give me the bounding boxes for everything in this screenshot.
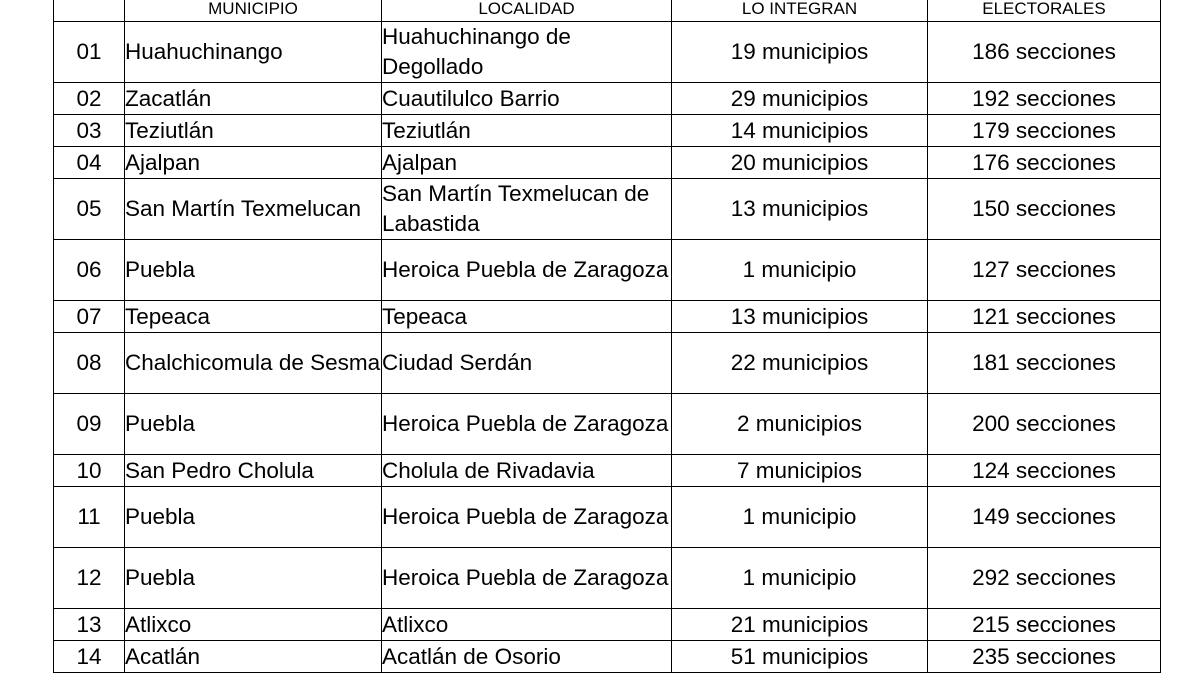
integran-cell: 2 municipios [672, 394, 928, 455]
district-number-cell: 01 [54, 22, 125, 83]
table-row [54, 641, 1161, 673]
district-number-cell: 05 [54, 179, 125, 240]
table-row [54, 609, 1161, 641]
secciones-cell: 192 secciones [928, 83, 1161, 115]
municipio-cell: San Martín Texmelucan [125, 179, 382, 240]
district-number-cell: 03 [54, 115, 125, 147]
district-number-cell: 14 [54, 641, 125, 673]
table-row [54, 22, 1161, 83]
localidad-cell: Cuautilulco Barrio [382, 83, 672, 115]
integran-cell: 7 municipios [672, 455, 928, 487]
table-header-row [54, 0, 1161, 22]
district-number-cell: 13 [54, 609, 125, 641]
table-row [54, 455, 1161, 487]
secciones-cell: 235 secciones [928, 641, 1161, 673]
table-row [54, 240, 1161, 301]
secciones-cell: 176 secciones [928, 147, 1161, 179]
localidad-cell: Ajalpan [382, 147, 672, 179]
district-number-cell: 04 [54, 147, 125, 179]
secciones-cell: 292 secciones [928, 548, 1161, 609]
secciones-cell: 150 secciones [928, 179, 1161, 240]
localidad-cell: Cholula de Rivadavia [382, 455, 672, 487]
municipio-cell: Ajalpan [125, 147, 382, 179]
integran-cell: 22 municipios [672, 333, 928, 394]
table-row [54, 333, 1161, 394]
secciones-cell: 127 secciones [928, 240, 1161, 301]
table-row [54, 487, 1161, 548]
localidad-cell: Heroica Puebla de Zaragoza [382, 548, 672, 609]
localidad-cell: Heroica Puebla de Zaragoza [382, 394, 672, 455]
secciones-cell: 149 secciones [928, 487, 1161, 548]
integran-cell: 13 municipios [672, 179, 928, 240]
municipio-cell: Puebla [125, 394, 382, 455]
district-number-cell: 12 [54, 548, 125, 609]
district-number-cell: 08 [54, 333, 125, 394]
municipio-cell: Tepeaca [125, 301, 382, 333]
district-number-cell: 06 [54, 240, 125, 301]
localidad-cell: San Martín Texmelucan de Labastida [382, 179, 672, 240]
header-localidad: LOCALIDAD [382, 0, 672, 22]
municipio-cell: Zacatlán [125, 83, 382, 115]
secciones-cell: 215 secciones [928, 609, 1161, 641]
municipio-cell: Acatlán [125, 641, 382, 673]
municipio-cell: San Pedro Cholula [125, 455, 382, 487]
header-lo-integran: LO INTEGRAN [672, 0, 928, 22]
localidad-cell: Ciudad Serdán [382, 333, 672, 394]
integran-cell: 1 municipio [672, 548, 928, 609]
secciones-cell: 181 secciones [928, 333, 1161, 394]
integran-cell: 21 municipios [672, 609, 928, 641]
localidad-cell: Heroica Puebla de Zaragoza [382, 487, 672, 548]
table-body [54, 22, 1161, 673]
municipio-cell: Teziutlán [125, 115, 382, 147]
secciones-cell: 200 secciones [928, 394, 1161, 455]
table-row [54, 301, 1161, 333]
electoral-districts-table [53, 0, 1161, 673]
localidad-cell: Huahuchinango de Degollado [382, 22, 672, 83]
secciones-cell: 121 secciones [928, 301, 1161, 333]
localidad-cell: Tepeaca [382, 301, 672, 333]
secciones-cell: 186 secciones [928, 22, 1161, 83]
secciones-cell: 179 secciones [928, 115, 1161, 147]
integran-cell: 13 municipios [672, 301, 928, 333]
table-row [54, 115, 1161, 147]
localidad-cell: Heroica Puebla de Zaragoza [382, 240, 672, 301]
municipio-cell: Puebla [125, 487, 382, 548]
integran-cell: 1 municipio [672, 240, 928, 301]
district-number-cell: 11 [54, 487, 125, 548]
header-electorales: ELECTORALES [928, 0, 1161, 22]
table-row [54, 147, 1161, 179]
table-row [54, 394, 1161, 455]
integran-cell: 19 municipios [672, 22, 928, 83]
integran-cell: 1 municipio [672, 487, 928, 548]
integran-cell: 14 municipios [672, 115, 928, 147]
integran-cell: 51 municipios [672, 641, 928, 673]
localidad-cell: Atlixco [382, 609, 672, 641]
district-number-cell: 09 [54, 394, 125, 455]
municipio-cell: Atlixco [125, 609, 382, 641]
table-row [54, 179, 1161, 240]
localidad-cell: Acatlán de Osorio [382, 641, 672, 673]
integran-cell: 20 municipios [672, 147, 928, 179]
secciones-cell: 124 secciones [928, 455, 1161, 487]
header-municipio: MUNICIPIO [125, 0, 382, 22]
municipio-cell: Huahuchinango [125, 22, 382, 83]
district-number-cell: 07 [54, 301, 125, 333]
table-row [54, 548, 1161, 609]
municipio-cell: Chalchicomula de Sesma [125, 333, 382, 394]
table-row [54, 83, 1161, 115]
localidad-cell: Teziutlán [382, 115, 672, 147]
district-number-cell: 10 [54, 455, 125, 487]
integran-cell: 29 municipios [672, 83, 928, 115]
municipio-cell: Puebla [125, 240, 382, 301]
header-number-cell [54, 0, 125, 22]
district-number-cell: 02 [54, 83, 125, 115]
municipio-cell: Puebla [125, 548, 382, 609]
